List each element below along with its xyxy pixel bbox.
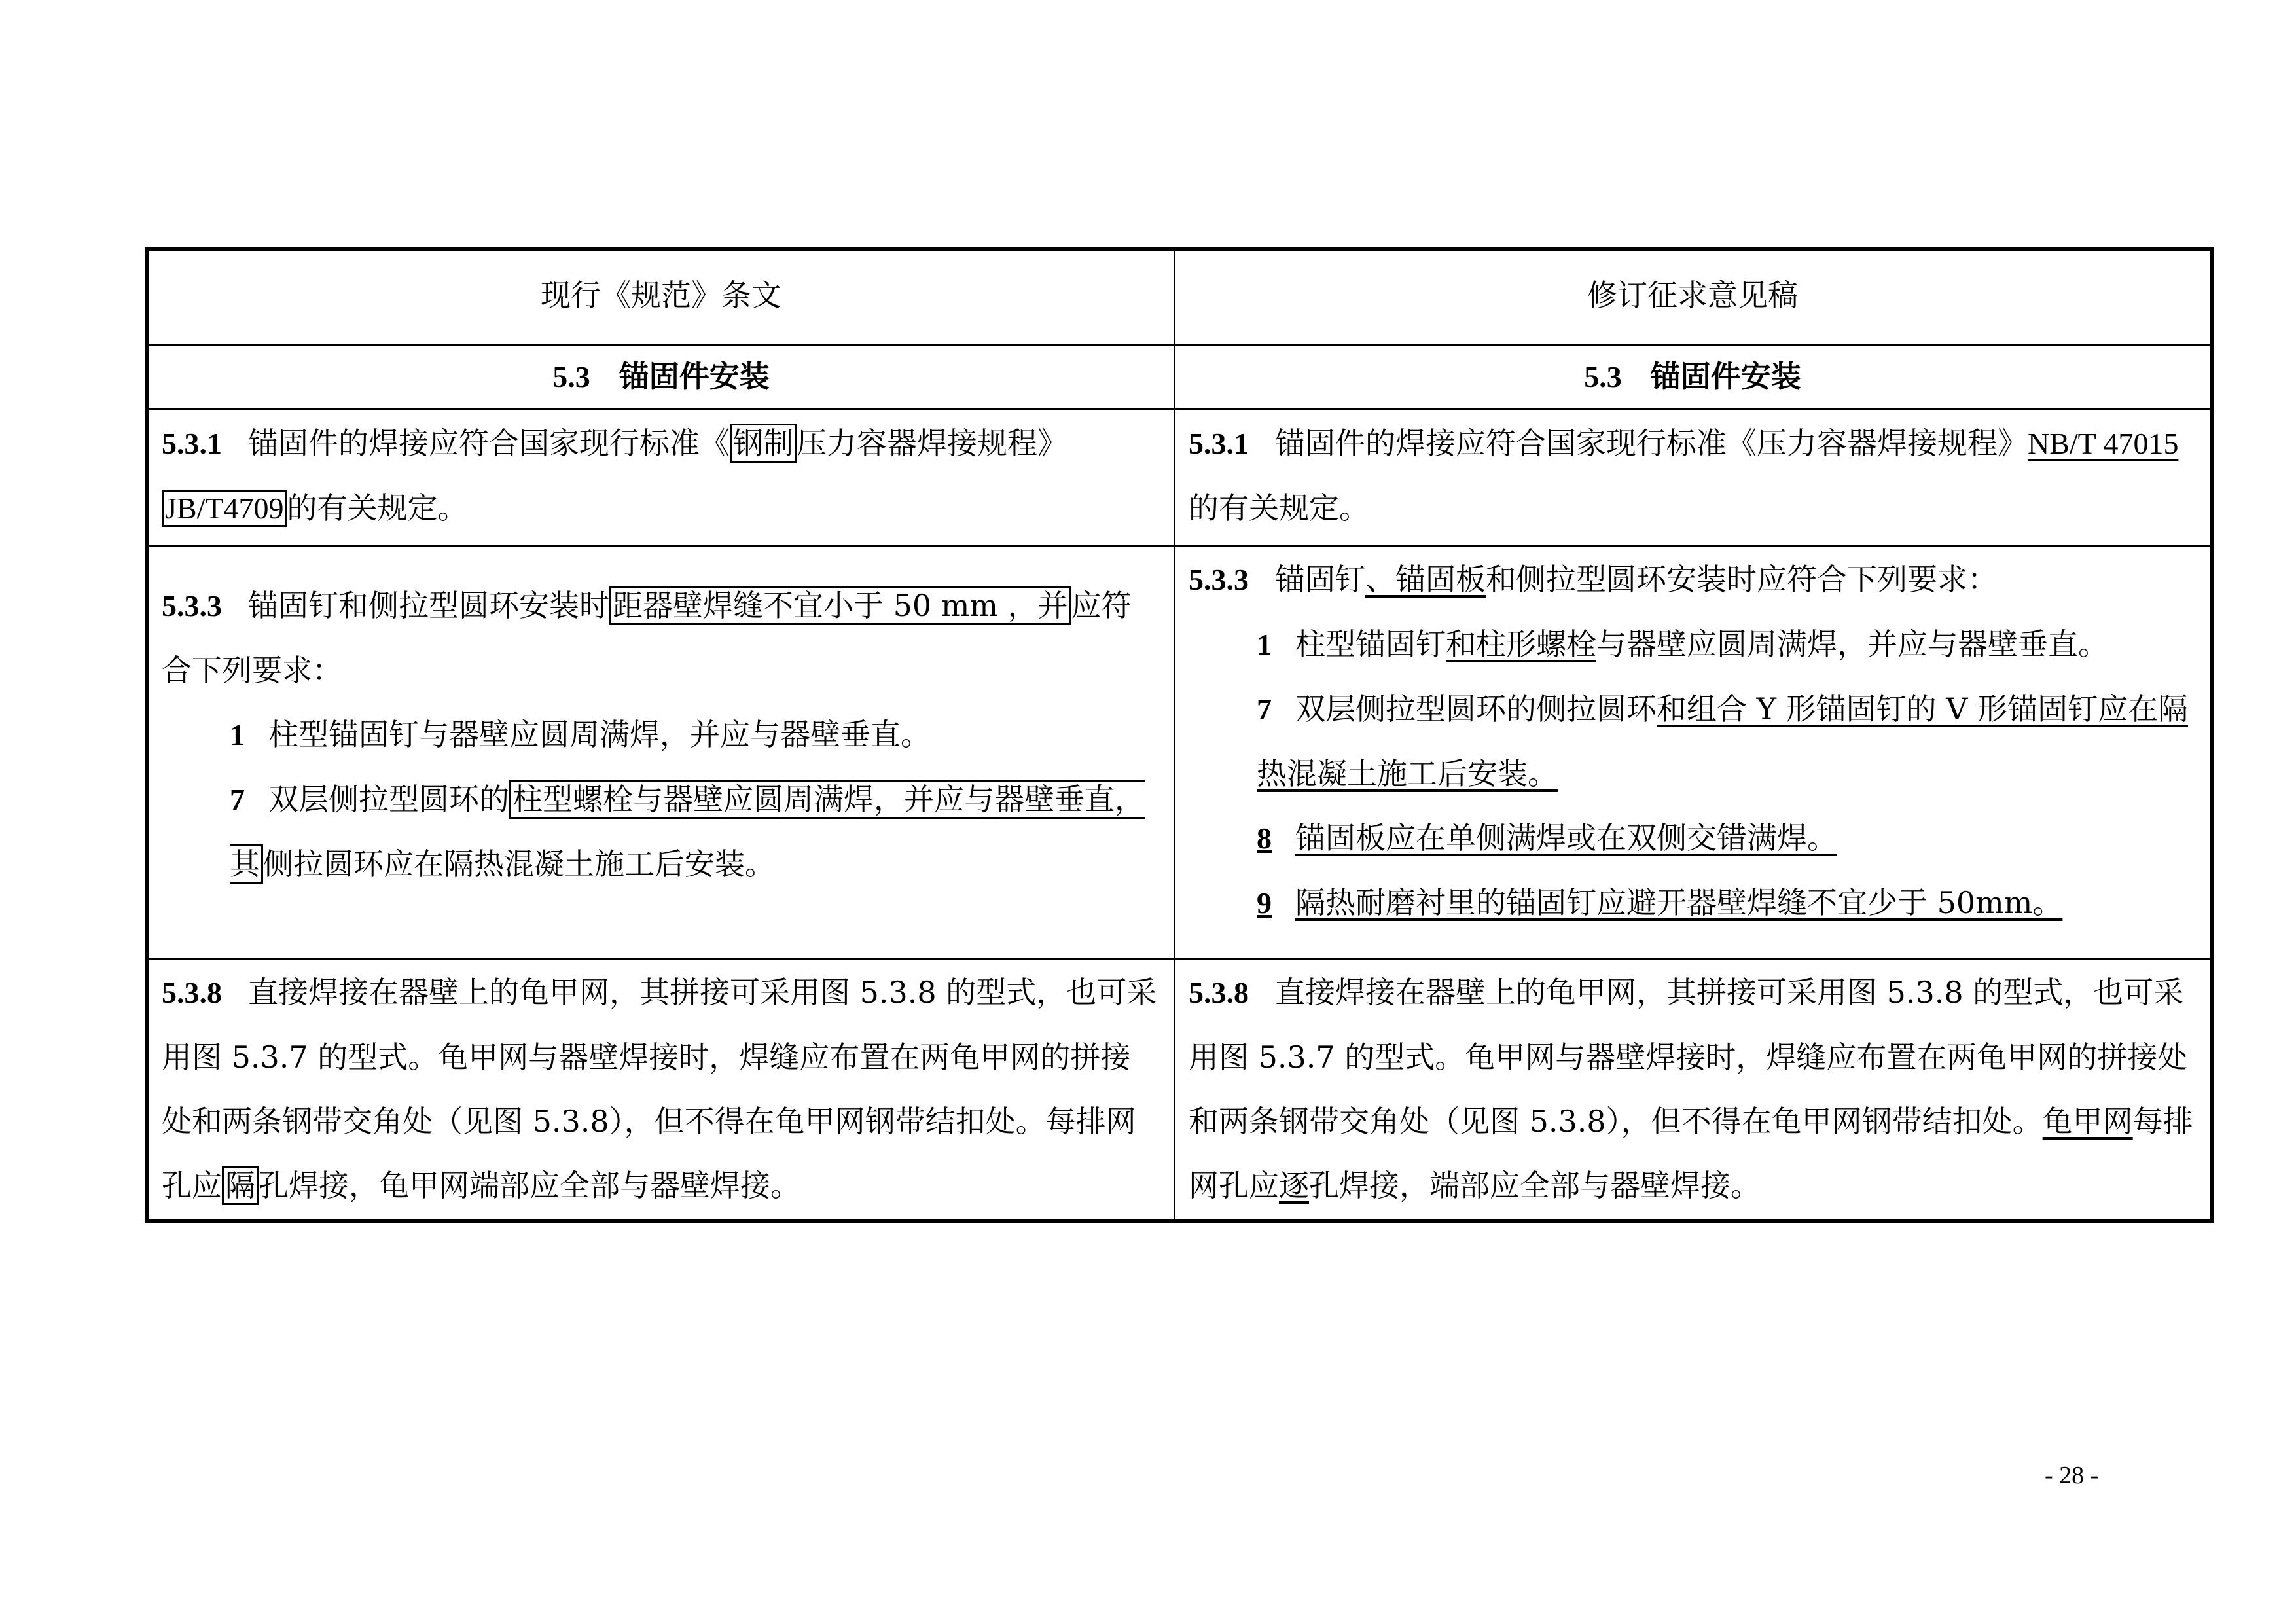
boxed-deleted-text: 钢制	[730, 424, 797, 463]
item-text: 双层侧拉型圆环的侧拉圆环	[1295, 691, 1657, 727]
clause-number: 5.3.1	[1189, 427, 1249, 460]
clause-item-9	[1189, 871, 2197, 935]
item-text: 侧拉圆环应在隔热混凝土施工后安装。	[263, 846, 775, 882]
item-number: 1	[1257, 628, 1272, 661]
clause-item-7	[162, 767, 1160, 896]
item-number: 7	[230, 783, 245, 816]
clause-number: 5.3.8	[1189, 976, 1249, 1009]
section-row	[147, 345, 2212, 409]
clause-text: 的有关规定。	[287, 490, 468, 526]
boxed-deleted-text: 隔	[222, 1166, 259, 1205]
item-number: 8	[1257, 821, 1272, 855]
section-title: 锚固件安装	[1650, 359, 1801, 394]
underlined-added-text: 和组合 Y 形锚固钉的 V 形锚固钉应在隔热混凝土施工后安装。	[1257, 691, 2189, 791]
section-number: 5.3	[552, 360, 590, 393]
clause-row-5-3-1	[147, 409, 2212, 547]
clause-text: 锚固钉和侧拉型圆环安装时	[248, 588, 609, 623]
clause-text: 每排网孔应	[1189, 1104, 2193, 1203]
underlined-added-text: 隔热耐磨衬里的锚固钉应避开器壁焊缝不宜少于 50mm。	[1295, 885, 2063, 920]
clause-item-1	[1189, 612, 2197, 677]
clause-paragraph	[162, 573, 1160, 702]
clause-number: 5.3.3	[162, 589, 222, 623]
clause-5-3-1-current	[147, 409, 1175, 547]
item-number: 7	[1257, 693, 1272, 726]
clause-text: 和侧拉型圆环安装时应符合下列要求：	[1486, 562, 1998, 597]
clause-number: 5.3.1	[162, 427, 222, 460]
item-text: 柱型锚固钉与器壁应圆周满焊，并应与器壁垂直。	[268, 717, 931, 752]
item-text: 双层侧拉型圆环的	[268, 782, 509, 817]
clause-text: 孔焊接，龟甲网端部应全部与器壁焊接。	[259, 1168, 800, 1203]
clause-5-3-8-current	[147, 960, 1175, 1222]
underlined-added-text: NB/T 47015	[2028, 427, 2179, 460]
boxed-deleted-text: JB/T4709	[162, 490, 287, 527]
clause-5-3-3-current	[147, 547, 1175, 960]
clause-paragraph	[1189, 547, 2197, 612]
underlined-added-text: 、锚固板	[1365, 562, 1486, 597]
clause-number: 5.3.3	[1189, 563, 1249, 596]
item-number: 9	[1257, 886, 1272, 920]
clause-number: 5.3.8	[162, 976, 222, 1009]
clause-5-3-3-revised	[1175, 547, 2212, 960]
clause-text: 直接焊接在器壁上的龟甲网，其拼接可采用图 5.3.8 的型式，也可采用图 5.3.7 的型式。龟甲网与器壁焊接时，焊缝应布置在两龟甲网的拼接处和两条钢带交角处（见图 5.3.8），但不得在龟甲网钢带结扣处。	[1189, 975, 2188, 1139]
boxed-deleted-text: 距器壁焊缝不宜小于 50 mm ，并	[609, 586, 1071, 625]
header-revision-draft: 修订征求意见稿	[1175, 249, 2212, 345]
clause-text: 直接焊接在器壁上的龟甲网，其拼接可采用图 5.3.8 的型式，也可采用图 5.3.7 的型式。龟甲网与器壁焊接时，焊缝应布置在两龟甲网的拼接处和两条钢带交角处（见图 5.3.8），但不得在龟甲网钢带结扣处。每排网孔应	[162, 975, 1157, 1203]
clause-text: 应符合下列要求：	[162, 588, 1132, 688]
clause-item-7	[1189, 677, 2197, 806]
header-current-clauses: 现行《规范》条文	[147, 249, 1175, 345]
clause-item-8	[1189, 806, 2197, 871]
section-number: 5.3	[1584, 360, 1622, 393]
clause-5-3-8-revised	[1175, 960, 2212, 1222]
underlined-added-text: 逐	[1279, 1168, 1309, 1203]
underlined-added-text: 锚固板应在单侧满焊或在双侧交错满焊。	[1295, 820, 1837, 856]
boxed-deleted-text: 柱型螺栓与器壁应圆周满焊，并应与器壁垂直，其	[230, 780, 1145, 884]
section-title-right	[1175, 345, 2212, 409]
underlined-added-text: 龟甲网	[2042, 1104, 2133, 1139]
clause-5-3-1-revised	[1175, 409, 2212, 547]
item-number: 1	[230, 718, 245, 751]
clause-item-1	[162, 702, 1160, 767]
item-text: 与器壁应圆周满焊，并应与器壁垂直。	[1596, 626, 2108, 662]
section-title-left	[147, 345, 1175, 409]
clause-text: 锚固件的焊接应符合国家现行标准《	[248, 425, 730, 461]
page-number: - 28 -	[2045, 1462, 2099, 1489]
clause-text: 的有关规定。	[1189, 490, 1369, 526]
clause-text: 锚固件的焊接应符合国家现行标准《压力容器焊接规程》	[1275, 425, 2028, 461]
clause-row-5-3-8	[147, 960, 2212, 1222]
underlined-added-text: 和柱形螺栓	[1446, 626, 1596, 662]
clause-row-5-3-3	[147, 547, 2212, 960]
section-title: 锚固件安装	[619, 359, 770, 394]
item-text: 柱型锚固钉	[1295, 626, 1446, 662]
comparison-table	[145, 247, 2214, 1223]
clause-text: 压力容器焊接规程》	[797, 425, 1067, 461]
table-header-row	[147, 249, 2212, 345]
clause-text: 孔焊接，端部应全部与器壁焊接。	[1309, 1168, 1761, 1203]
clause-text: 锚固钉	[1275, 562, 1365, 597]
